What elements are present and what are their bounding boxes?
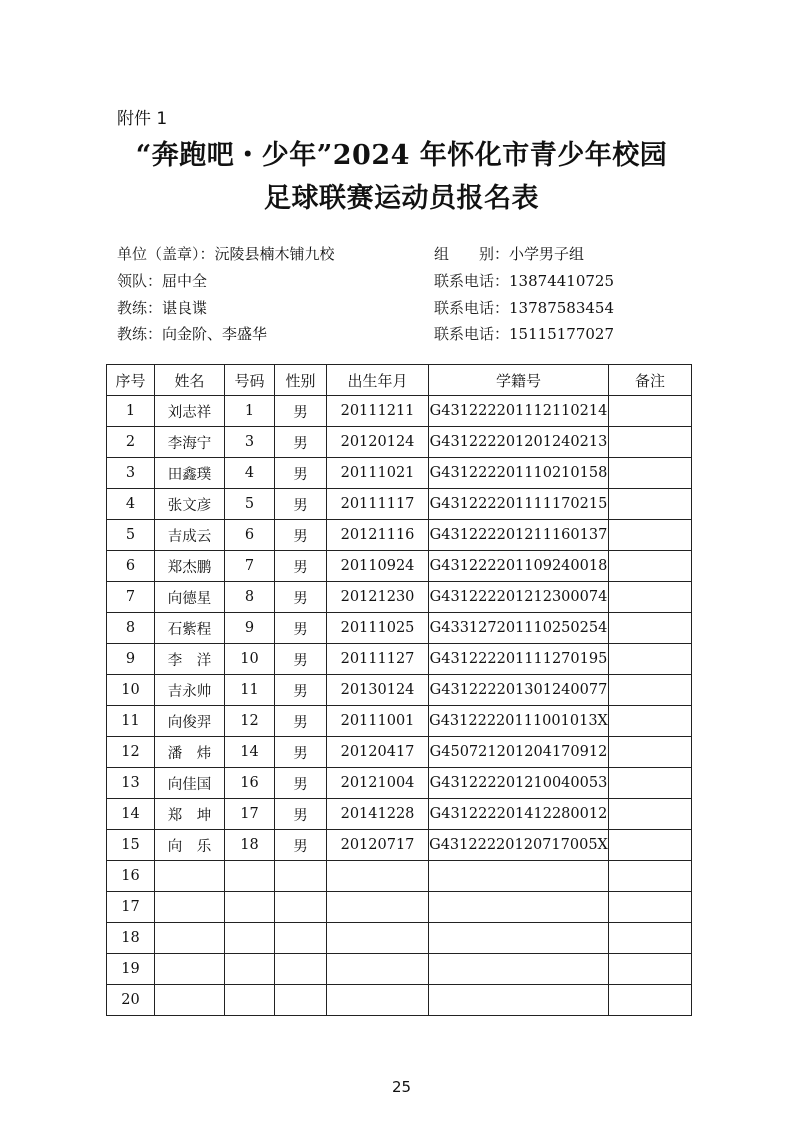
unit-value: 沅陵县楠木铺九校 (214, 245, 335, 263)
cell-index: 15 (107, 830, 155, 861)
cell-student-id (429, 985, 609, 1016)
cell-remarks (609, 520, 692, 551)
cell-index: 11 (107, 706, 155, 737)
cell-remarks (609, 427, 692, 458)
phone1-label: 联系电话： (434, 272, 510, 290)
cell-student-id: G431222201412280012 (429, 799, 609, 830)
cell-name: 郑杰鹏 (155, 551, 225, 582)
cell-student-id: G431222201211160137 (429, 520, 609, 551)
cell-remarks (609, 458, 692, 489)
cell-gender: 男 (275, 675, 327, 706)
table-row (107, 396, 692, 427)
cell-number: 11 (225, 675, 275, 706)
cell-gender: 男 (275, 582, 327, 613)
phone3-info (434, 323, 614, 344)
cell-index: 3 (107, 458, 155, 489)
attachment-label: 附件 1 (117, 109, 168, 129)
cell-remarks (609, 861, 692, 892)
table-row (107, 768, 692, 799)
cell-student-id: G431222201110210158 (429, 458, 609, 489)
cell-remarks (609, 675, 692, 706)
cell-number (225, 892, 275, 923)
table-row (107, 644, 692, 675)
cell-index: 7 (107, 582, 155, 613)
cell-student-id: G450721201204170912 (429, 737, 609, 768)
cell-student-id: G431222201112110214 (429, 396, 609, 427)
coach2-label: 教练： (117, 325, 163, 343)
cell-index: 2 (107, 427, 155, 458)
cell-remarks (609, 923, 692, 954)
phone2-label: 联系电话： (434, 299, 510, 317)
cell-index: 5 (107, 520, 155, 551)
document-title-line2: 足球联赛运动员报名表 (264, 183, 539, 214)
cell-birth: 20141228 (327, 799, 429, 830)
cell-index: 14 (107, 799, 155, 830)
cell-gender: 男 (275, 489, 327, 520)
table-row (107, 923, 692, 954)
cell-index: 17 (107, 892, 155, 923)
cell-name: 向俊羿 (155, 706, 225, 737)
table-row (107, 613, 692, 644)
coach1-label: 教练： (117, 299, 163, 317)
cell-number: 8 (225, 582, 275, 613)
table-row (107, 799, 692, 830)
unit-info (117, 243, 335, 264)
cell-name: 郑 坤 (155, 799, 225, 830)
cell-number: 3 (225, 427, 275, 458)
cell-remarks (609, 582, 692, 613)
cell-number: 14 (225, 737, 275, 768)
cell-birth: 20120124 (327, 427, 429, 458)
cell-name: 李 洋 (155, 644, 225, 675)
cell-gender (275, 861, 327, 892)
leader-info (117, 270, 207, 291)
cell-birth: 20121004 (327, 768, 429, 799)
cell-remarks (609, 706, 692, 737)
table-row (107, 830, 692, 861)
cell-index: 9 (107, 644, 155, 675)
cell-gender: 男 (275, 830, 327, 861)
cell-number: 7 (225, 551, 275, 582)
cell-name: 向 乐 (155, 830, 225, 861)
cell-birth: 20121116 (327, 520, 429, 551)
col-header-student-id: 学籍号 (429, 365, 609, 396)
cell-student-id: G431222201201240213 (429, 427, 609, 458)
cell-number: 5 (225, 489, 275, 520)
cell-index: 4 (107, 489, 155, 520)
cell-student-id: G431222201212300074 (429, 582, 609, 613)
cell-birth: 20120717 (327, 830, 429, 861)
phone1-value: 13874410725 (509, 272, 614, 290)
cell-remarks (609, 985, 692, 1016)
cell-name (155, 954, 225, 985)
cell-remarks (609, 551, 692, 582)
cell-birth: 20111127 (327, 644, 429, 675)
registration-table (106, 364, 692, 1016)
phone3-label: 联系电话： (434, 325, 510, 343)
cell-birth: 20110924 (327, 551, 429, 582)
cell-index: 19 (107, 954, 155, 985)
cell-number: 10 (225, 644, 275, 675)
cell-name: 石紫程 (155, 613, 225, 644)
table-row (107, 954, 692, 985)
cell-gender (275, 985, 327, 1016)
cell-gender: 男 (275, 799, 327, 830)
cell-index: 10 (107, 675, 155, 706)
cell-gender (275, 923, 327, 954)
cell-birth: 20111117 (327, 489, 429, 520)
cell-index: 13 (107, 768, 155, 799)
cell-index: 8 (107, 613, 155, 644)
cell-gender: 男 (275, 768, 327, 799)
table-row (107, 892, 692, 923)
cell-student-id: G433127201110250254 (429, 613, 609, 644)
cell-number (225, 985, 275, 1016)
cell-student-id: G431222201109240018 (429, 551, 609, 582)
cell-student-id: G43122220111001013X (429, 706, 609, 737)
cell-index: 12 (107, 737, 155, 768)
cell-number: 16 (225, 768, 275, 799)
col-header-gender: 性别 (275, 365, 327, 396)
cell-birth (327, 923, 429, 954)
cell-birth: 20111001 (327, 706, 429, 737)
cell-remarks (609, 830, 692, 861)
table-row (107, 675, 692, 706)
cell-name (155, 892, 225, 923)
table-row (107, 427, 692, 458)
cell-birth (327, 861, 429, 892)
group-value: 小学男子组 (509, 245, 585, 263)
table-header-row (107, 365, 692, 396)
cell-remarks (609, 768, 692, 799)
cell-number (225, 954, 275, 985)
cell-name: 张文彦 (155, 489, 225, 520)
cell-birth: 20120417 (327, 737, 429, 768)
cell-birth: 20121230 (327, 582, 429, 613)
cell-gender: 男 (275, 613, 327, 644)
table-row (107, 582, 692, 613)
cell-remarks (609, 489, 692, 520)
cell-birth (327, 954, 429, 985)
cell-name: 李海宁 (155, 427, 225, 458)
cell-name: 向佳国 (155, 768, 225, 799)
phone1-info (434, 270, 614, 291)
cell-number: 1 (225, 396, 275, 427)
col-header-birth: 出生年月 (327, 365, 429, 396)
table-row (107, 551, 692, 582)
cell-remarks (609, 954, 692, 985)
cell-birth: 20111211 (327, 396, 429, 427)
cell-index: 20 (107, 985, 155, 1016)
table-row (107, 861, 692, 892)
table-row (107, 737, 692, 768)
cell-number: 18 (225, 830, 275, 861)
table-row (107, 520, 692, 551)
cell-name: 田鑫璞 (155, 458, 225, 489)
cell-remarks (609, 644, 692, 675)
leader-value: 屈中全 (162, 272, 208, 290)
coach2-info (117, 323, 267, 344)
col-header-remarks: 备注 (609, 365, 692, 396)
cell-remarks (609, 396, 692, 427)
coach1-value: 谌良谍 (162, 299, 208, 317)
cell-student-id: G431222201111170215 (429, 489, 609, 520)
cell-index: 18 (107, 923, 155, 954)
cell-number: 12 (225, 706, 275, 737)
phone2-info (434, 297, 614, 318)
cell-remarks (609, 892, 692, 923)
cell-number: 6 (225, 520, 275, 551)
cell-student-id (429, 923, 609, 954)
cell-index: 6 (107, 551, 155, 582)
cell-gender: 男 (275, 520, 327, 551)
col-header-index: 序号 (107, 365, 155, 396)
cell-birth (327, 985, 429, 1016)
cell-student-id: G431222201111270195 (429, 644, 609, 675)
cell-gender (275, 954, 327, 985)
group-info (434, 243, 584, 264)
cell-gender: 男 (275, 706, 327, 737)
cell-number (225, 923, 275, 954)
cell-number: 9 (225, 613, 275, 644)
cell-name (155, 985, 225, 1016)
cell-remarks (609, 799, 692, 830)
cell-student-id (429, 861, 609, 892)
cell-name: 吉永帅 (155, 675, 225, 706)
cell-index: 16 (107, 861, 155, 892)
cell-remarks (609, 613, 692, 644)
cell-name: 向德星 (155, 582, 225, 613)
table-row (107, 458, 692, 489)
col-header-name: 姓名 (155, 365, 225, 396)
cell-gender: 男 (275, 644, 327, 675)
phone2-value: 13787583454 (509, 299, 614, 317)
cell-number (225, 861, 275, 892)
cell-gender (275, 892, 327, 923)
cell-gender: 男 (275, 427, 327, 458)
cell-gender: 男 (275, 551, 327, 582)
group-label: 组 别： (434, 245, 510, 263)
page-number: 25 (391, 1078, 412, 1096)
cell-name: 刘志祥 (155, 396, 225, 427)
coach1-info (117, 297, 207, 318)
cell-number: 17 (225, 799, 275, 830)
cell-name: 潘 炜 (155, 737, 225, 768)
table-row (107, 489, 692, 520)
table-body (107, 396, 692, 1016)
cell-number: 4 (225, 458, 275, 489)
cell-index: 1 (107, 396, 155, 427)
unit-label: 单位（盖章）： (117, 245, 215, 263)
cell-remarks (609, 737, 692, 768)
col-header-number: 号码 (225, 365, 275, 396)
cell-name (155, 923, 225, 954)
cell-gender: 男 (275, 396, 327, 427)
cell-student-id (429, 954, 609, 985)
cell-gender: 男 (275, 737, 327, 768)
cell-name (155, 861, 225, 892)
table-row (107, 985, 692, 1016)
cell-student-id (429, 892, 609, 923)
cell-birth (327, 892, 429, 923)
cell-name: 吉成云 (155, 520, 225, 551)
cell-birth: 20111025 (327, 613, 429, 644)
leader-label: 领队： (117, 272, 163, 290)
cell-student-id: G431222201210040053 (429, 768, 609, 799)
cell-student-id: G43122220120717005X (429, 830, 609, 861)
cell-birth: 20130124 (327, 675, 429, 706)
coach2-value: 向金阶、李盛华 (162, 325, 268, 343)
document-title-line1: “奔跑吧・少年”2024 年怀化市青少年校园 (135, 140, 668, 171)
cell-birth: 20111021 (327, 458, 429, 489)
phone3-value: 15115177027 (509, 325, 614, 343)
cell-gender: 男 (275, 458, 327, 489)
table-row (107, 706, 692, 737)
cell-student-id: G431222201301240077 (429, 675, 609, 706)
